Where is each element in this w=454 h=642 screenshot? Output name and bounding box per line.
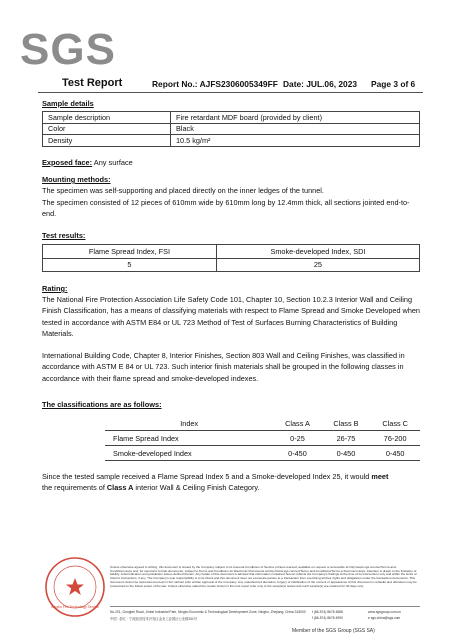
row-value: 10.5 kg/m² <box>171 135 420 147</box>
row-value: Black <box>171 123 420 135</box>
cell: Smoke-developed Index <box>105 446 273 461</box>
conclusion-text: interior Wall & Ceiling Finish Category. <box>133 483 260 493</box>
table-row <box>105 431 420 446</box>
footer-rule <box>110 606 420 607</box>
row-label: Sample description <box>43 112 171 124</box>
footer-address-en: No.201, Gongbei Road, Jinbei Industrial Park, Ningbo Economic & Technological Development Zone, Ningbo, Zhejiang, China 315000 <box>110 610 306 614</box>
col-header: Class A <box>273 416 321 431</box>
sdi-header: Smoke-developed Index, SDI <box>216 245 419 259</box>
cell: 0-450 <box>370 446 420 461</box>
mounting-heading: Mounting methods: <box>42 175 111 184</box>
logo-text: SGS <box>20 25 116 74</box>
exposed-face-label: Exposed face: <box>42 158 93 167</box>
conclusion-text: Since the tested sample received a Flame Spread Index 5 and a Smoke-developed Index 25, it would <box>42 472 372 481</box>
table-row <box>43 123 420 135</box>
page-number: Page 3 of 6 <box>371 79 416 89</box>
rating-paragraph-1: The National Fire Protection Association Life Safety Code 101, Chapter 10, Section 10.2.3 Interior Wall and Ceiling Finish Classification, has a means of classifying materials with respect to Flame Spread and Smoke Developed when tested in accordance with ASTM E84 or UL 723 Method of Test of Surfaces Burning Characteristics of Building Materials. <box>42 295 420 339</box>
rating-paragraph-2: International Building Code, Chapter 8, Interior Finishes, Section 803 Wall and Ceiling Finishes, was classified in accordance with ASTM E 84 or UL 723. Such interior finish materials shall be grouped in the following classes in accordance with their flame spread and smoke-developed indexes. <box>42 351 405 383</box>
sgs-logo <box>14 20 122 78</box>
conclusion-text: the requirements of <box>42 483 107 493</box>
exposed-face-value: Any surface <box>92 158 133 167</box>
cell: 26-75 <box>322 431 371 446</box>
classifications-table <box>105 416 420 461</box>
table-row <box>43 245 420 259</box>
classifications-heading: The classifications are as follows: <box>42 400 162 409</box>
conclusion-meet: meet <box>371 472 389 481</box>
row-value: Fire retardant MDF board (provided by client) <box>171 112 420 124</box>
cell: 0-450 <box>322 446 371 461</box>
footer-disclaimer: Unless otherwise agreed in writing, this document is issued by the Company subject to its General Conditions of Service printed overleaf, available on request or accessible at http://www.sgs.com/en/Terms-and-Conditions.aspx and, for electronic format documents, subject to Terms and Conditions for Electronic Documents at http://www.sgs.com/en/Terms-and-Conditions/Terms-e-Document.aspx. Attention is drawn to the limitation of liability, indemnification and jurisdiction issues defined therein. Any holder of this document is advised that information contained hereon reflects the Company's findings at the time of its intervention only and within the limits of Client's instructions, if any. The Company's sole responsibility is to its Client and this document does not exonerate parties to a transaction from exercising all their rights and obligations under the transaction documents. This document cannot be reproduced except in full, without prior written approval of the Company. Any unauthorized alteration, forgery or falsification of the content or appearance of this document is unlawful and offenders may be prosecuted to the fullest extent of the law. Unless otherwise stated the results shown in this test report refer only to the sample(s) tested and such sample(s) are retained for 30 days only. <box>110 565 417 588</box>
test-results-table <box>42 244 420 272</box>
sample-details-table <box>42 111 420 147</box>
footer-web: www.sgsgroup.com.cn <box>368 610 401 614</box>
member-of-sgs: Member of the SGS Group (SGS SA) <box>292 628 375 634</box>
row-label: Density <box>43 135 171 147</box>
report-number: Report No.: AJFS2306005349FF <box>152 79 278 89</box>
table-row <box>43 135 420 147</box>
footer-fax: f (86-574) 8678 4990 <box>312 616 343 620</box>
col-header: Index <box>105 416 273 431</box>
col-header: Class B <box>322 416 371 431</box>
footer-email: e sgs.china@sgs.com <box>368 616 401 620</box>
footer-phone: t (86-574) 8678 4888 <box>312 610 343 614</box>
row-label: Color <box>43 123 171 135</box>
sdi-value: 25 <box>216 258 419 272</box>
table-header-row <box>105 416 420 431</box>
test-results-heading: Test results: <box>42 231 86 240</box>
fsi-header: Flame Spread Index, FSI <box>43 245 217 259</box>
exposed-face <box>42 158 133 167</box>
footer-address-cn: 中国 · 浙江 · 宁波经济技术开发区金北工业园区公北路201号 <box>110 617 198 621</box>
cell: 76-200 <box>370 431 420 446</box>
table-row <box>43 112 420 124</box>
conclusion-class: Class A <box>106 483 134 493</box>
cell: Flame Spread Index <box>105 431 273 446</box>
mounting-line-1: The specimen was self-supporting and placed directly on the inner ledges of the tunnel. <box>42 186 324 195</box>
rating-heading: Rating: <box>42 284 68 293</box>
conclusion <box>42 471 422 494</box>
report-title: Test Report <box>62 77 123 89</box>
fsi-value: 5 <box>43 258 217 272</box>
table-row <box>105 446 420 461</box>
cell: 0-25 <box>273 431 321 446</box>
cell: 0-450 <box>273 446 321 461</box>
mounting-line-2: The specimen consisted of 12 pieces of 610mm wide by 610mm long by 12.4mm thick, all sections jointed end-to-end. <box>42 198 410 219</box>
report-date: Date: JUL.06, 2023 <box>283 79 358 89</box>
sample-details-heading: Sample details <box>42 99 94 108</box>
header-rule <box>38 92 423 93</box>
table-row <box>43 258 420 272</box>
company-seal <box>44 556 106 618</box>
col-header: Class C <box>370 416 420 431</box>
seal-text: Ningbo Fire Technology Service <box>51 605 99 609</box>
